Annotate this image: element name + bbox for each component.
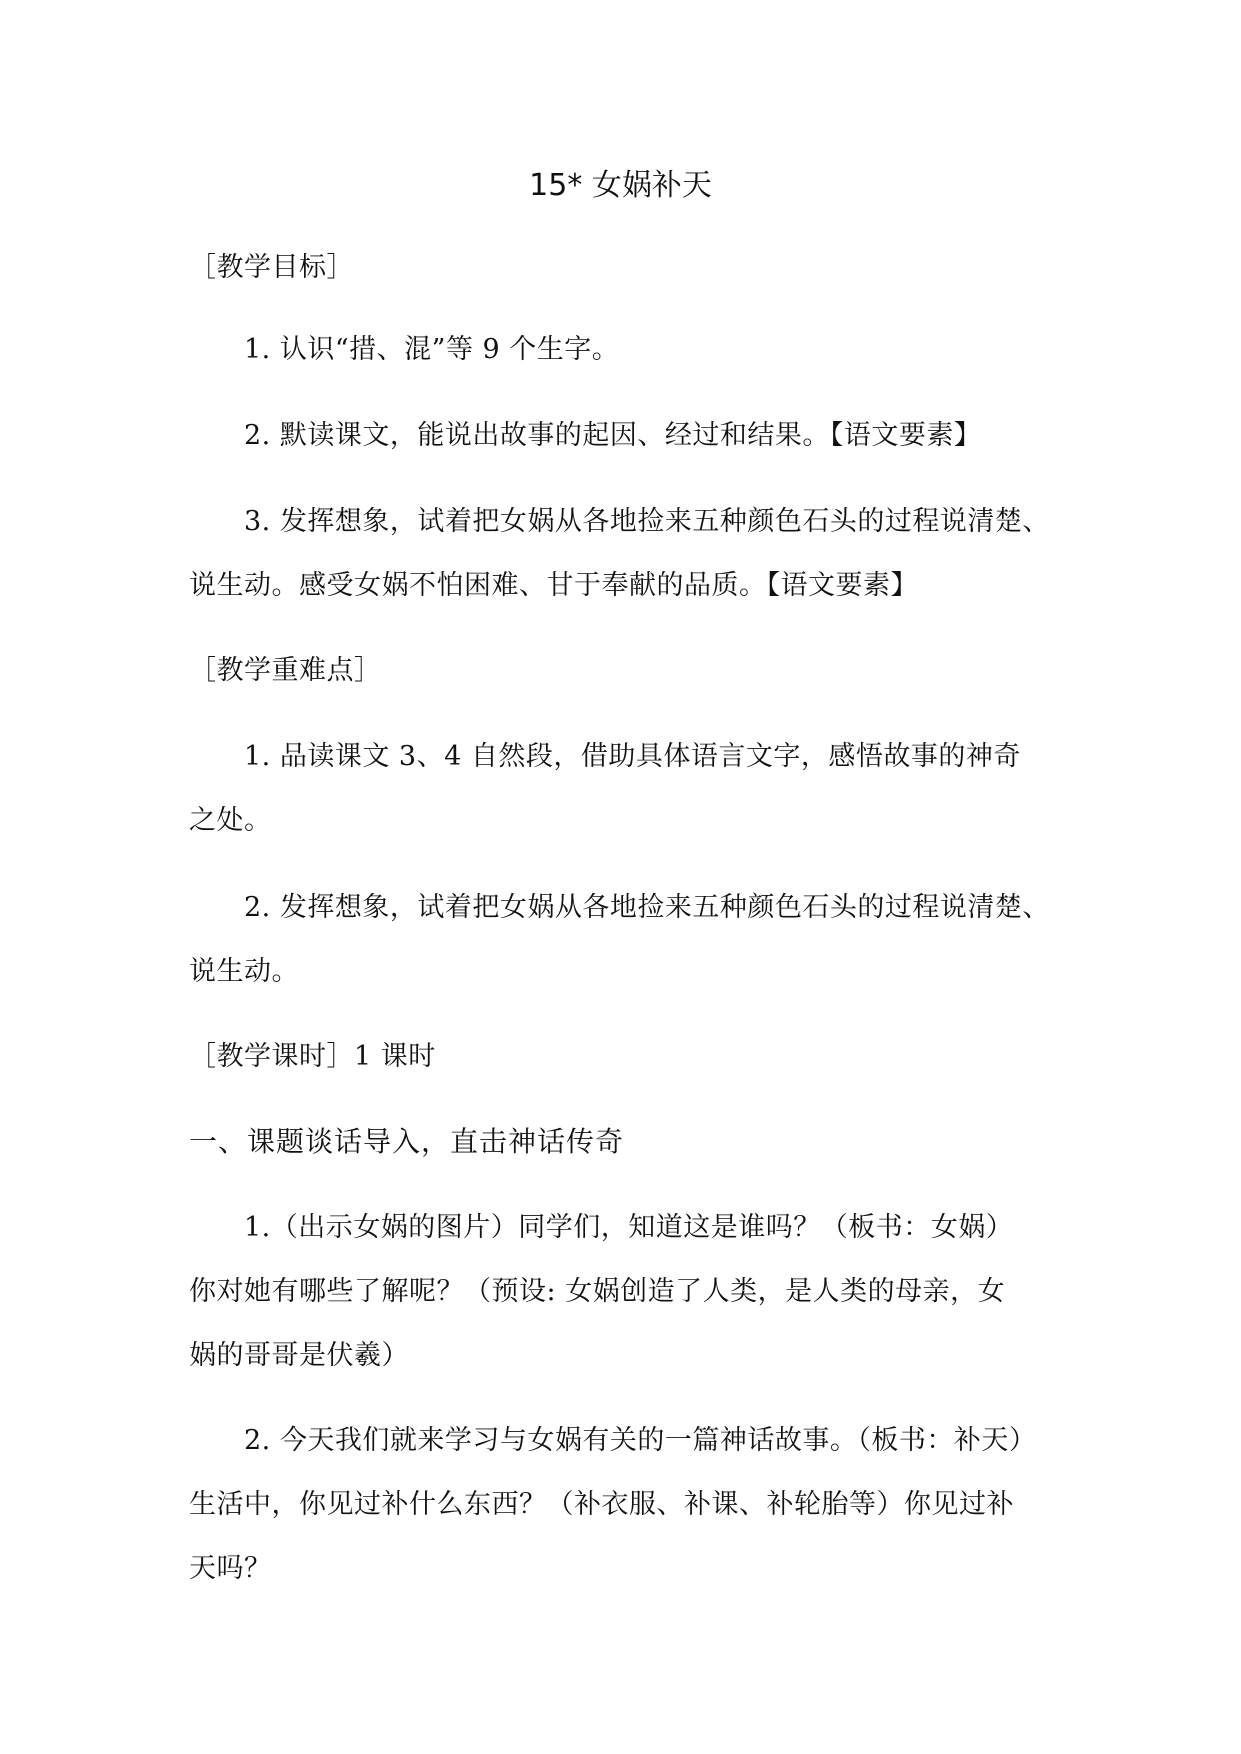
key-point-line: 2. 发挥想象，试着把女娲从各地捡来五种颜色石头的过程说清楚、 <box>244 892 1050 923</box>
key-point-line: 之处。 <box>189 805 272 836</box>
section-line: 生活中，你见过补什么东西？（补衣服、补课、补轮胎等）你见过补 <box>189 1489 1014 1520</box>
goal-line: 说生动。感受女娲不怕困难、甘于奉献的品质。【语文要素】 <box>189 570 918 601</box>
key-points-heading: ［教学重难点］ <box>189 655 382 686</box>
periods-row <box>189 1037 436 1077</box>
goals-heading: ［教学目标］ <box>189 252 354 283</box>
key-point-line: 说生动。 <box>189 956 299 987</box>
section-line: 1.（出示女娲的图片）同学们，知道这是谁吗？（板书：女娲） <box>244 1212 1014 1243</box>
goal-line: 1. 认识“措、混”等 9 个生字。 <box>244 334 620 365</box>
periods-value: 1 课时 <box>354 1041 436 1072</box>
goal-line: 3. 发挥想象，试着把女娲从各地捡来五种颜色石头的过程说清楚、 <box>244 506 1050 537</box>
lesson-title: 15* 女娲补天 <box>529 168 712 203</box>
section-line: 天吗？ <box>189 1553 272 1584</box>
key-point-line: 1. 品读课文 3、4 自然段，借助具体语言文字，感悟故事的神奇 <box>244 741 1021 772</box>
periods-heading: ［教学课时］ <box>189 1041 354 1072</box>
section-line: 娲的哥哥是伏羲） <box>189 1340 409 1371</box>
section-line: 你对她有哪些了解呢？（预设: 女娲创造了人类，是人类的母亲，女 <box>189 1276 1006 1307</box>
section-heading: 一、课题谈话导入，直击神话传奇 <box>189 1125 625 1158</box>
section-line: 2. 今天我们就来学习与女娲有关的一篇神话故事。（板书：补天） <box>244 1425 1037 1456</box>
goal-line: 2. 默读课文，能说出故事的起因、经过和结果。【语文要素】 <box>244 420 982 451</box>
